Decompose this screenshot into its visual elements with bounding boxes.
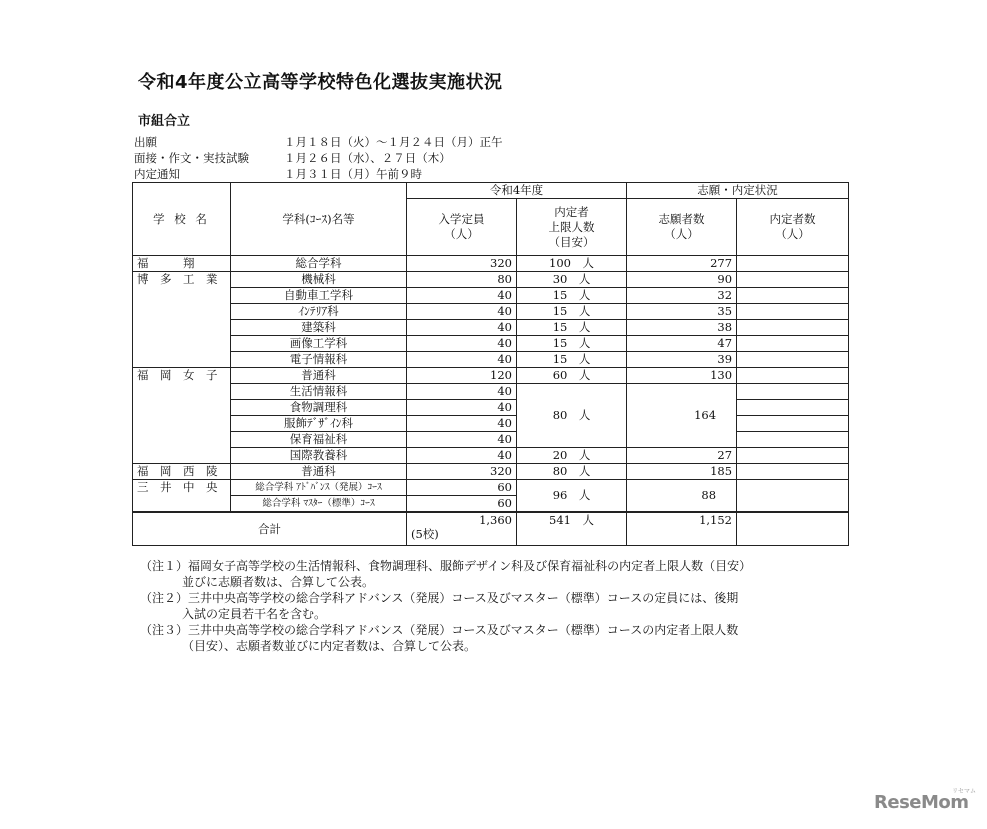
total-admitted: [737, 512, 849, 546]
note-2: （注２）三井中央高等学校の総合学科アドバンス（発展）コース及びマスター（標準）コースの定員には、後期: [140, 591, 739, 605]
dept-cell: 建築科: [231, 320, 407, 336]
table-row: [133, 464, 849, 480]
applicants-cell: 277: [627, 256, 737, 272]
table-row: [133, 336, 849, 352]
applicants-cell: 38: [627, 320, 737, 336]
applicants-cell: 47: [627, 336, 737, 352]
table-row: [133, 288, 849, 304]
applicants-cell-merged: 88: [627, 480, 737, 513]
dept-cell: 機械科: [231, 272, 407, 288]
note-2-cont: 入試の定員若干名を含む。: [182, 607, 327, 621]
capacity-cell: 80: [407, 272, 517, 288]
table-row: [133, 352, 849, 368]
schedule-row-notice: [134, 166, 503, 182]
dept-cell: 画像工学科: [231, 336, 407, 352]
table-row: [133, 304, 849, 320]
admitted-cell: [737, 304, 849, 320]
header-dept: 学科(ｺｰｽ)名等: [231, 183, 407, 256]
total-capacity-note: (5校): [411, 527, 439, 541]
watermark-sub: リセマム: [952, 788, 976, 795]
admitted-cell: [737, 368, 849, 384]
header-status: 志願・内定状況: [627, 183, 849, 199]
dept-cell: 総合学科 ﾏｽﾀｰ（標準）ｺｰｽ: [231, 496, 407, 513]
admitted-cell: [737, 384, 849, 400]
dept-cell: 食物調理科: [231, 400, 407, 416]
admitted-cell: [737, 288, 849, 304]
dept-cell: 服飾ﾃﾞｻﾞｲﾝ科: [231, 416, 407, 432]
limit-cell: 15 人: [517, 352, 627, 368]
admitted-cell: [737, 416, 849, 432]
note-1-cont: 並びに志願者数は、合算して公表。: [182, 575, 375, 589]
admitted-cell: [737, 352, 849, 368]
schedule-row-application: [134, 134, 503, 150]
total-capacity: [407, 512, 517, 546]
dept-cell: 総合学科 ｱﾄﾞﾊﾞﾝｽ（発展）ｺｰｽ: [231, 480, 407, 496]
admitted-cell: [737, 448, 849, 464]
capacity-cell: 60: [407, 480, 517, 496]
dept-cell: 自動車工学科: [231, 288, 407, 304]
table-row: [133, 480, 849, 496]
schedule-value: １月３１日（月）午前９時: [284, 167, 422, 181]
table-row: [133, 256, 849, 272]
schedule-label: 面接・作文・実技試験: [134, 151, 249, 165]
applicants-cell: 32: [627, 288, 737, 304]
table-row: [133, 400, 849, 416]
dept-cell: 普通科: [231, 464, 407, 480]
limit-cell: 30 人: [517, 272, 627, 288]
capacity-cell: 40: [407, 448, 517, 464]
note-3: （注３）三井中央高等学校の総合学科アドバンス（発展）コース及びマスター（標準）コースの内定者上限人数: [140, 623, 739, 637]
schedule-label: 内定通知: [134, 167, 180, 181]
section-subtitle: 市組合立: [138, 114, 191, 129]
capacity-cell: 40: [407, 416, 517, 432]
selection-status-table: [132, 182, 849, 546]
header-applicants: 志願者数 （人）: [627, 199, 737, 256]
limit-cell: 15 人: [517, 336, 627, 352]
dept-cell: 国際教養科: [231, 448, 407, 464]
total-limit: 541 人: [517, 512, 627, 546]
dept-cell: 保育福祉科: [231, 432, 407, 448]
school-name: 福 翔: [133, 256, 231, 272]
capacity-cell: 60: [407, 496, 517, 513]
limit-cell: 100 人: [517, 256, 627, 272]
table-row: [133, 448, 849, 464]
applicants-cell: 27: [627, 448, 737, 464]
admitted-cell: [737, 464, 849, 480]
capacity-cell: 40: [407, 320, 517, 336]
total-applicants: 1,152: [627, 512, 737, 546]
admitted-cell: [737, 272, 849, 288]
applicants-cell-merged: 164: [627, 384, 737, 448]
table-row: [133, 320, 849, 336]
header-school: 学 校 名: [133, 183, 231, 256]
admitted-cell: [737, 320, 849, 336]
school-name: 福 岡 西 陵: [133, 464, 231, 480]
dept-cell: ｲﾝﾃﾘｱ科: [231, 304, 407, 320]
table-row: [133, 416, 849, 432]
note-1: （注１）福岡女子高等学校の生活情報科、食物調理科、服飾デザイン科及び保育福祉科の内定者上限人数（目安）: [140, 559, 752, 573]
applicants-cell: 130: [627, 368, 737, 384]
notes-block: [140, 558, 860, 654]
capacity-cell: 40: [407, 288, 517, 304]
admitted-cell: [737, 480, 849, 513]
limit-cell: 20 人: [517, 448, 627, 464]
limit-cell: 15 人: [517, 304, 627, 320]
schedule-row-exam: [134, 150, 503, 166]
header-reiwa: 令和4年度: [407, 183, 627, 199]
table-row: [133, 368, 849, 384]
limit-cell: 15 人: [517, 288, 627, 304]
capacity-cell: 320: [407, 464, 517, 480]
capacity-cell: 40: [407, 336, 517, 352]
limit-cell: 15 人: [517, 320, 627, 336]
header-capacity: 入学定員 （人）: [407, 199, 517, 256]
capacity-cell: 40: [407, 304, 517, 320]
limit-cell-merged: 96 人: [517, 480, 627, 513]
total-row: [133, 512, 849, 546]
capacity-cell: 40: [407, 384, 517, 400]
resemom-logo: ReseMom: [874, 792, 969, 813]
header-admitted: 内定者数 （人）: [737, 199, 849, 256]
capacity-cell: 120: [407, 368, 517, 384]
table-row: [133, 384, 849, 400]
page-title: 令和4年度公立高等学校特色化選抜実施状況: [138, 72, 503, 93]
schedule-block: [134, 134, 503, 182]
applicants-cell: 35: [627, 304, 737, 320]
dept-cell: 総合学科: [231, 256, 407, 272]
school-name: 三 井 中 央: [133, 480, 231, 513]
capacity-cell: 40: [407, 432, 517, 448]
dept-cell: 生活情報科: [231, 384, 407, 400]
applicants-cell: 39: [627, 352, 737, 368]
limit-cell: 80 人: [517, 464, 627, 480]
applicants-cell: 185: [627, 464, 737, 480]
admitted-cell: [737, 336, 849, 352]
applicants-cell: 90: [627, 272, 737, 288]
dept-cell: 電子情報科: [231, 352, 407, 368]
table-row: [133, 272, 849, 288]
schedule-value: １月２６日（水）、２７日（木）: [284, 151, 451, 165]
schedule-label: 出願: [134, 135, 157, 149]
note-3-cont: （目安）、志願者数並びに内定者数は、合算して公表。: [182, 639, 477, 653]
table-row: [133, 432, 849, 448]
capacity-cell: 40: [407, 400, 517, 416]
dept-cell: 普通科: [231, 368, 407, 384]
school-name: 福 岡 女 子: [133, 368, 231, 464]
limit-cell-merged: 80 人: [517, 384, 627, 448]
schedule-value: １月１８日（火）～１月２４日（月）正午: [284, 135, 503, 149]
admitted-cell: [737, 256, 849, 272]
header-limit: 内定者 上限人数 （目安）: [517, 199, 627, 256]
capacity-cell: 40: [407, 352, 517, 368]
school-name: 博 多 工 業: [133, 272, 231, 368]
total-label: 合計: [133, 512, 407, 546]
capacity-cell: 320: [407, 256, 517, 272]
admitted-cell: [737, 432, 849, 448]
total-capacity-value: 1,360: [479, 513, 512, 527]
limit-cell: 60 人: [517, 368, 627, 384]
admitted-cell: [737, 400, 849, 416]
